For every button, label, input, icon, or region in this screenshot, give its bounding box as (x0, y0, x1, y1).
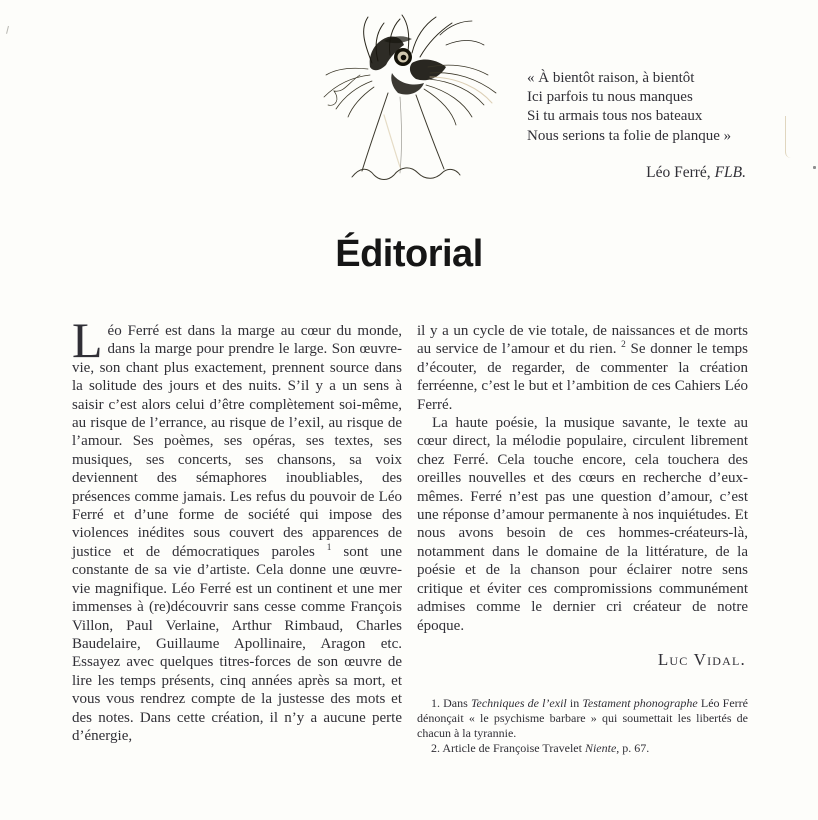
page-title: Éditorial (335, 233, 483, 275)
footnotes (417, 696, 748, 755)
article-left-column (72, 312, 402, 745)
article-right-column (417, 322, 748, 756)
author-signature: Luc Vidal. (657, 649, 746, 669)
epigraph-attribution: Léo Ferré, FLB. (646, 163, 746, 181)
epigraph-line: Ici parfois tu nous manques (527, 89, 693, 106)
footnote-item: 1. Dans Techniques de l’exil in Testament phonographe Léo Ferré dénonçait « le psychisme barbare » qui soumettait les libertés de chacun à la tyrannie. (417, 696, 748, 740)
epigraph-line: Nous serions ta folie de planque » (527, 127, 732, 144)
scan-artifact-tick (6, 26, 10, 34)
body-paragraph (72, 312, 402, 745)
epigraph-line: « À bientôt raison, à bientôt (527, 70, 695, 86)
epigraph-line: Si tu armais tous nos bateaux (527, 108, 703, 125)
body-paragraph: il y a un cycle de vie totale, de naissances et de morts au service de l’amour et du rien. $^2$ Se donner le temps d’écouter, de regarder, de commenter la création ferréenne, c’est le but et l’ambition de ces Cahiers Léo Ferré. (417, 323, 748, 413)
scan-artifact-dot (813, 166, 816, 169)
drop-cap: L (72, 312, 103, 368)
owl-ink-sketch-illustration (300, 5, 520, 205)
epigraph (527, 69, 748, 182)
body-paragraph: La haute poésie, la musique savante, le texte au cœur direct, la mélodie populaire, circulent librement chez Ferré. Cela touche encore, cela touchera des oreilles nouvelles et des cœurs en recherche d’eux-mêmes. Ferré n’est pas une question d’amour, c’est une réponse d’amour permanente à nos inquiétudes. Et nous avons besoin de ces hommes-créateurs-là, notamment dans le domaine de la littérature, de la poésie et de la chanson pour éclairer notre sens critique et éviter ces compromissions communément admises comme le dernier cri créateur de notre époque. (417, 415, 748, 634)
scan-artifact-arc (785, 116, 791, 158)
body-text: éo Ferré est dans la marge au cœur du monde, dans la marge pour prendre le large. Son œuvre-vie, son chant plus exactement, prennent source dans la solitude des jours et des nuits. S’il y a un sens à saisir c’est alors celui d’être complètement soi-même, au risque de l’errance, au risque de l’exil, au risque de l’amour. Ses poèmes, ses opéras, ses textes, ses musiques, ses concerts, ses chansons, sa voix deviennent des sémaphores inoubliables, des présences comme jamais. Les refus du pouvoir de Léo Ferré et d’une forme de société qui impose des violences inédites sous couvert des apparences de justice et de démocratiques paroles $^1$ sont une constante de sa vie d’artiste. Cela donne une œuvre-vie magnifique. Léo Ferré est un continent et une mer immenses à (re)découvrir sans cesse comme François Villon, Paul Verlaine, Arthur Rimbaud, Charles Baudelaire, Guillaume Apollinaire, Aragon etc. Essayez avec quelques titres-forces de son œuvre de lire les temps présents, cinq années après sa mort, et vous vous rendrez compte de la justesse des mots et des notes. Dans cette création, il n’y a aucune perte d’énergie, (72, 323, 402, 744)
footnote-item: 2. Article de Françoise Travelet Niente, p. 67. (431, 740, 650, 755)
